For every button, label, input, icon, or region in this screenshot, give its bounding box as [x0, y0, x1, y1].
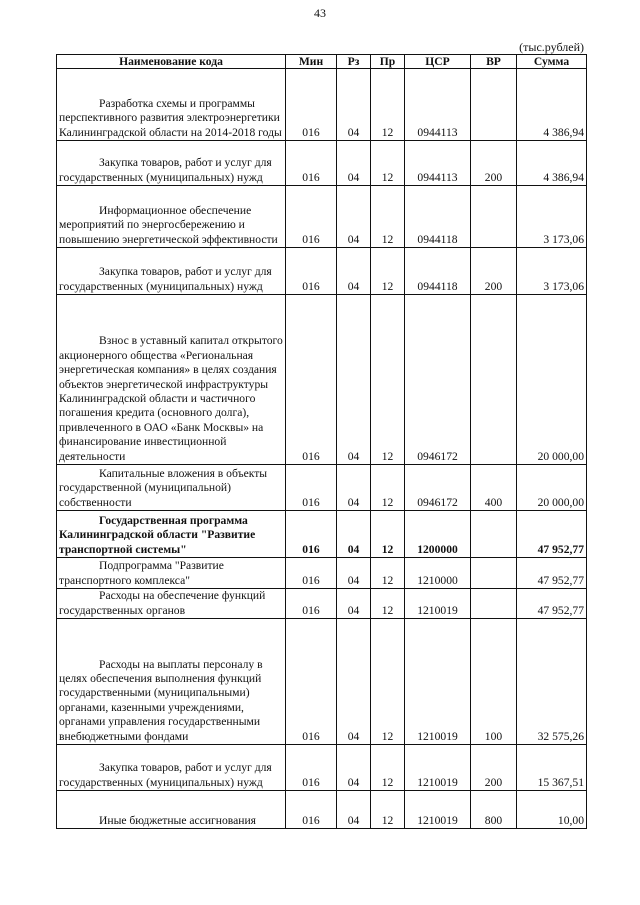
- row-name: Подпрограмма "Развитие транспортного комплекса": [57, 558, 286, 589]
- row-min: 016: [286, 295, 337, 465]
- row-vr: 200: [471, 745, 517, 791]
- header-rz: Рз: [337, 55, 371, 69]
- row-min: 016: [286, 745, 337, 791]
- table-row: [57, 465, 587, 511]
- row-pr: 12: [371, 558, 405, 589]
- row-csr: 1210019: [405, 791, 471, 829]
- row-sum: 47 952,77: [517, 511, 587, 558]
- row-min: 016: [286, 186, 337, 248]
- row-csr: 1210019: [405, 619, 471, 745]
- row-rz: 04: [337, 511, 371, 558]
- row-rz: 04: [337, 465, 371, 511]
- row-vr: [471, 69, 517, 141]
- table-header-row: [57, 55, 587, 69]
- row-sum: 4 386,94: [517, 69, 587, 141]
- row-rz: 04: [337, 186, 371, 248]
- row-min: 016: [286, 589, 337, 619]
- row-min: 016: [286, 619, 337, 745]
- row-name: Закупка товаров, работ и услуг для государственных (муниципальных) нужд: [57, 141, 286, 186]
- row-pr: 12: [371, 619, 405, 745]
- row-vr: 800: [471, 791, 517, 829]
- row-name: Государственная программа Калининградской области "Развитие транспортной системы": [57, 511, 286, 558]
- row-min: 016: [286, 558, 337, 589]
- table-row: [57, 248, 587, 295]
- row-vr: [471, 558, 517, 589]
- row-pr: 12: [371, 589, 405, 619]
- row-name: Иные бюджетные ассигнования: [57, 791, 286, 829]
- row-csr: 0944113: [405, 141, 471, 186]
- row-csr: 1210019: [405, 745, 471, 791]
- header-vr: ВР: [471, 55, 517, 69]
- row-rz: 04: [337, 295, 371, 465]
- row-rz: 04: [337, 248, 371, 295]
- row-pr: 12: [371, 186, 405, 248]
- table-row: [57, 619, 587, 745]
- row-rz: 04: [337, 589, 371, 619]
- table-row: [57, 589, 587, 619]
- row-vr: [471, 295, 517, 465]
- header-name: Наименование кода: [57, 55, 286, 69]
- row-sum: 47 952,77: [517, 589, 587, 619]
- row-rz: 04: [337, 69, 371, 141]
- row-rz: 04: [337, 141, 371, 186]
- header-pr: Пр: [371, 55, 405, 69]
- row-vr: [471, 511, 517, 558]
- row-rz: 04: [337, 791, 371, 829]
- row-pr: 12: [371, 511, 405, 558]
- row-csr: 0944118: [405, 248, 471, 295]
- table-row: [57, 791, 587, 829]
- row-pr: 12: [371, 69, 405, 141]
- row-rz: 04: [337, 745, 371, 791]
- row-vr: 100: [471, 619, 517, 745]
- row-name: Закупка товаров, работ и услуг для государственных (муниципальных) нужд: [57, 745, 286, 791]
- row-pr: 12: [371, 295, 405, 465]
- row-sum: 20 000,00: [517, 295, 587, 465]
- row-csr: 0944118: [405, 186, 471, 248]
- row-csr: 0944113: [405, 69, 471, 141]
- header-csr: ЦСР: [405, 55, 471, 69]
- table-row: [57, 511, 587, 558]
- row-sum: 3 173,06: [517, 186, 587, 248]
- row-sum: 4 386,94: [517, 141, 587, 186]
- row-min: 016: [286, 141, 337, 186]
- row-pr: 12: [371, 141, 405, 186]
- row-name: Расходы на обеспечение функций государственных органов: [57, 589, 286, 619]
- table-row: [57, 295, 587, 465]
- row-vr: 200: [471, 141, 517, 186]
- row-csr: 1200000: [405, 511, 471, 558]
- units-label: (тыс.рублей): [519, 40, 584, 54]
- table-row: [57, 745, 587, 791]
- row-csr: 1210019: [405, 589, 471, 619]
- row-sum: 32 575,26: [517, 619, 587, 745]
- row-name: Разработка схемы и программы перспективного развития электроэнергетики Калининградской области на 2014-2018 годы: [57, 69, 286, 141]
- budget-table: [56, 54, 587, 829]
- row-sum: 10,00: [517, 791, 587, 829]
- row-sum: 15 367,51: [517, 745, 587, 791]
- row-vr: 200: [471, 248, 517, 295]
- row-name: Закупка товаров, работ и услуг для государственных (муниципальных) нужд: [57, 248, 286, 295]
- row-sum: 20 000,00: [517, 465, 587, 511]
- row-rz: 04: [337, 558, 371, 589]
- row-sum: 47 952,77: [517, 558, 587, 589]
- row-name: Взнос в уставный капитал открытого акционерного общества «Региональная энергетическая компания» в целях создания объектов энергетической инфраструктуры Калининградской области и частичного погашения кредита (основного долга), привлеченного в ОАО «Банк Москвы» на финансирование инвестиционной деятельности: [57, 295, 286, 465]
- row-csr: 0946172: [405, 295, 471, 465]
- table-row: [57, 186, 587, 248]
- row-csr: 0946172: [405, 465, 471, 511]
- page-number: 43: [314, 6, 326, 20]
- row-vr: [471, 589, 517, 619]
- row-name: Капитальные вложения в объекты государственной (муниципальной) собственности: [57, 465, 286, 511]
- row-min: 016: [286, 248, 337, 295]
- row-pr: 12: [371, 791, 405, 829]
- row-csr: 1210000: [405, 558, 471, 589]
- row-min: 016: [286, 69, 337, 141]
- row-min: 016: [286, 511, 337, 558]
- table-row: [57, 69, 587, 141]
- header-min: Мин: [286, 55, 337, 69]
- row-sum: 3 173,06: [517, 248, 587, 295]
- row-pr: 12: [371, 248, 405, 295]
- row-min: 016: [286, 465, 337, 511]
- row-rz: 04: [337, 619, 371, 745]
- row-min: 016: [286, 791, 337, 829]
- row-vr: 400: [471, 465, 517, 511]
- row-name: Информационное обеспечение мероприятий по энергосбережению и повышению энергетической эффективности: [57, 186, 286, 248]
- row-pr: 12: [371, 465, 405, 511]
- header-sum: Сумма: [517, 55, 587, 69]
- table-row: [57, 558, 587, 589]
- row-vr: [471, 186, 517, 248]
- table-row: [57, 141, 587, 186]
- row-pr: 12: [371, 745, 405, 791]
- row-name: Расходы на выплаты персоналу в целях обеспечения выполнения функций государственными (муниципальными) органами, казенными учреждениями, органами управления государственными внебюджетными фондами: [57, 619, 286, 745]
